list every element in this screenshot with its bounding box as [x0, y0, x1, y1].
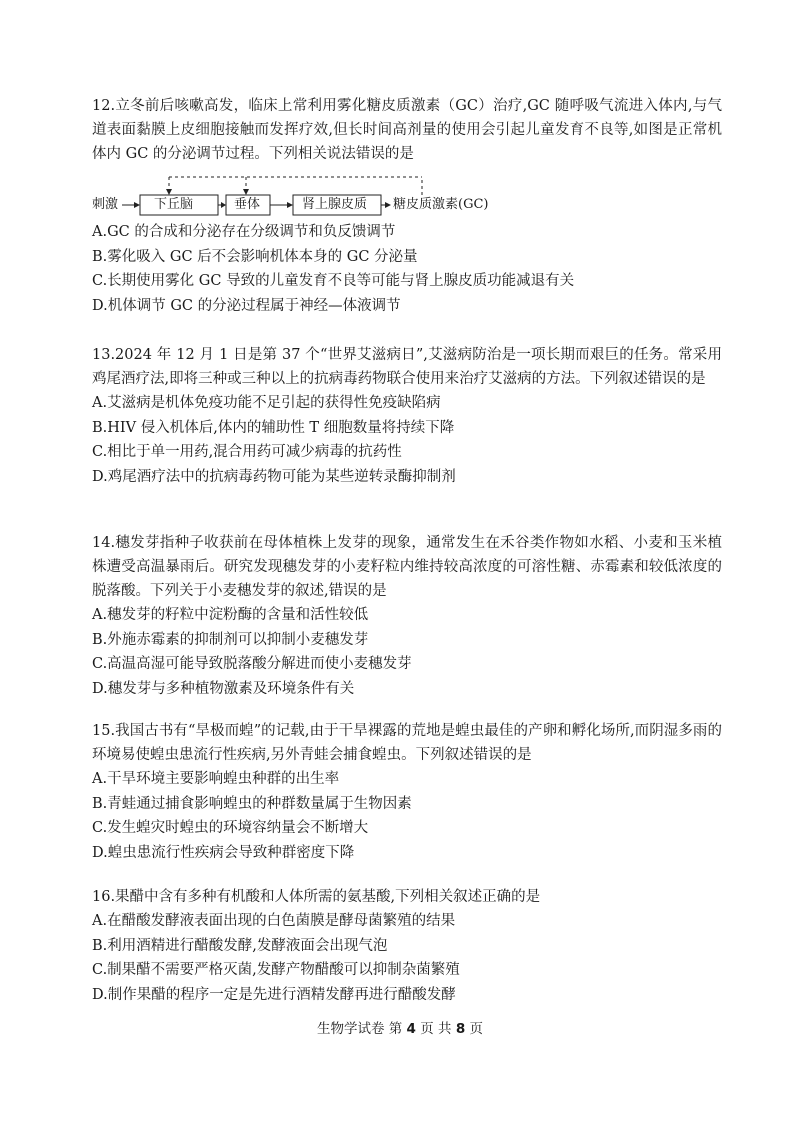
- option-b: B.利用酒精进行醋酸发酵,发酵液面会出现气泡: [92, 937, 388, 954]
- question-12: [92, 94, 722, 318]
- diagram-label-gc: 糖皮质激素(GC): [393, 197, 489, 212]
- option-d: D.穗发芽与多种植物激素及环境条件有关: [92, 680, 355, 697]
- option-a: A.干旱环境主要影响蝗虫种群的出生率: [92, 771, 340, 787]
- question-16: [92, 885, 722, 1007]
- question-stem: 16.果醋中含有多种有机酸和人体所需的氨基酸,下列相关叙述正确的是: [92, 889, 541, 905]
- option-c: C.高温高湿可能导致脱落酸分解进而使小麦穗发芽: [92, 656, 412, 673]
- option-c: C.相比于单一用药,混合用药可减少病毒的抗药性: [92, 444, 402, 461]
- question-13: [92, 343, 722, 489]
- footer-page-total: 8: [455, 1021, 466, 1037]
- footer-page-middle: 页 共: [420, 1021, 452, 1037]
- diagram-label-stimulus: 刺激: [92, 197, 119, 212]
- option-c: C.制果醋不需要严格灭菌,发酵产物醋酸可以抑制杂菌繁殖: [92, 962, 460, 979]
- option-b: B.外施赤霉素的抑制剂可以抑制小麦穗发芽: [92, 631, 369, 648]
- option-c: C.发生蝗灾时蝗虫的环境容纳量会不断增大: [92, 820, 369, 837]
- gc-regulation-diagram: [84, 172, 604, 216]
- diagram-box-hypothalamus: 下丘脑: [154, 197, 194, 212]
- option-a: A.艾滋病是机体免疫功能不足引起的获得性免疫缺陷病: [92, 395, 441, 411]
- option-c: C.长期使用雾化 GC 导致的儿童发育不良等可能与肾上腺皮质功能减退有关: [92, 273, 575, 290]
- diagram-box-pituitary: 垂体: [234, 197, 261, 212]
- option-d: D.鸡尾酒疗法中的抗病毒药物可能为某些逆转录酶抑制剂: [92, 468, 456, 485]
- option-b: B.HIV 侵入机体后,体内的辅助性 T 细胞数量将持续下降: [92, 419, 455, 436]
- footer-subject: 生物学试卷: [316, 1021, 385, 1037]
- option-a: A.GC 的合成和分泌存在分级调节和负反馈调节: [92, 224, 396, 240]
- question-stem: 15.我国古书有“旱极而蝗”的记载,由于干旱裸露的荒地是蝗虫最佳的产卵和孵化场所,而阴湿多雨的环境易使蝗虫患流行性疾病,另外青蛙会捕食蝗虫。下列叙述错误的是: [92, 723, 722, 763]
- footer-page-prefix: 第: [388, 1021, 403, 1037]
- question-stem: 12.立冬前后咳嗽高发，临床上常利用雾化糖皮质激素（GC）治疗,GC 随呼吸气流进入体内,与气道表面黏膜上皮细胞接触而发挥疗效,但长时间高剂量的使用会引起儿童发育不良等,如图是正常机体内 GC 的分泌调节过程。下列相关说法错误的是: [92, 98, 722, 162]
- option-d: D.蝗虫患流行性疾病会导致种群密度下降: [92, 844, 355, 861]
- option-d: D.机体调节 GC 的分泌过程属于神经—体液调节: [92, 297, 401, 314]
- question-stem: 13.2024 年 12 月 1 日是第 37 个“世界艾滋病日”,艾滋病防治是一项长期而艰巨的任务。常采用鸡尾酒疗法,即将三种或三种以上的抗病毒药物联合使用来治疗艾滋病的方法。下列叙述错误的是: [92, 347, 722, 387]
- page-footer: [0, 1017, 800, 1037]
- option-b: B.雾化吸入 GC 后不会影响机体本身的 GC 分泌量: [92, 248, 418, 265]
- footer-page-current: 4: [406, 1021, 416, 1037]
- footer-page-suffix: 页: [469, 1021, 484, 1037]
- option-b: B.青蛙通过捕食影响蝗虫的种群数量属于生物因素: [92, 795, 412, 812]
- diagram-box-adrenal-cortex: 肾上腺皮质: [302, 197, 368, 212]
- question-14: [92, 531, 722, 701]
- question-15: [92, 719, 722, 865]
- option-a: A.在醋酸发酵液表面出现的白色菌膜是酵母菌繁殖的结果: [92, 913, 456, 929]
- question-stem: 14.穗发芽指种子收获前在母体植株上发芽的现象，通常发生在禾谷类作物如水稻、小麦和玉米植株遭受高温暴雨后。研究发现穗发芽的小麦籽粒内维持较高浓度的可溶性糖、赤霉素和较低浓度的脱落酸。下列关于小麦穗发芽的叙述,错误的是: [92, 535, 722, 599]
- option-a: A.穗发芽的籽粒中淀粉酶的含量和活性较低: [92, 607, 369, 623]
- option-d: D.制作果醋的程序一定是先进行酒精发酵再进行醋酸发酵: [92, 986, 456, 1003]
